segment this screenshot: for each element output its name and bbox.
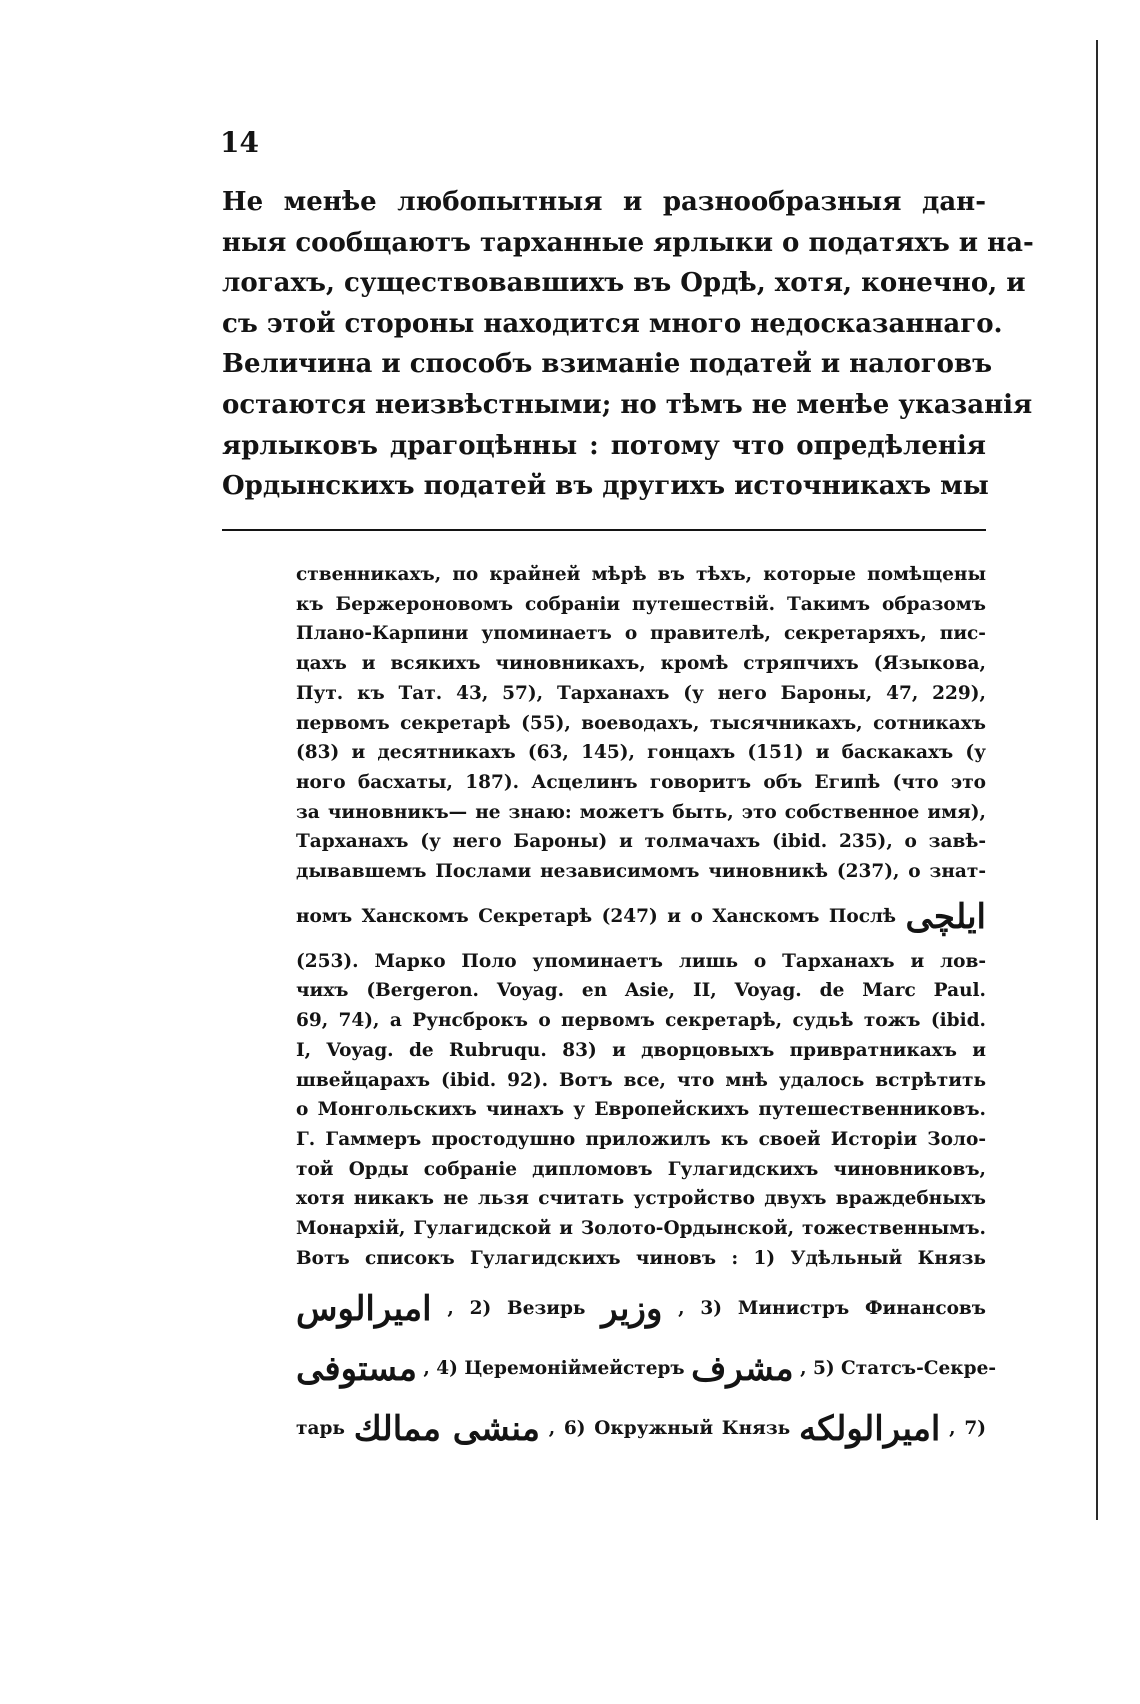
arabic-term-mustawfi: مستوفى (296, 1349, 417, 1390)
main-text-line: Ордынскихъ податей въ другихъ источникахъ мы (222, 471, 989, 502)
footnote-text-run: , 5) Статсъ-Секре- (800, 1358, 997, 1380)
footnote-line: (83) и десятникахъ (63, 145), гонцахъ (151) и баскакахъ (у (296, 742, 986, 764)
footnote-text-run: , 3) Министръ Финансовъ (678, 1298, 986, 1320)
footnote-line-with-arabic (296, 1279, 986, 1339)
main-text-block (222, 182, 1034, 507)
footnote-line: чихъ (Bergeron. Voyag. en Asie, II, Voyag. de Marc Paul. (296, 980, 986, 1002)
footnote-text-run: , 6) Окружный Князь (548, 1418, 791, 1440)
footnote-line: Г. Гаммеръ простодушно приложилъ къ своей Исторіи Золо- (296, 1128, 986, 1150)
footnote-line: за чиновникъ— не знаю: можетъ быть, это собственное имя), (296, 801, 986, 823)
arabic-term-amir-ulus: اميرالوس (296, 1289, 432, 1330)
footnote-line: первомъ секретарѣ (55), воеводахъ, тысячникахъ, сотникахъ (296, 712, 986, 734)
footnote-line: I, Voyag. de Rubruqu. 83) и дворцовыхъ привратникахъ и (296, 1039, 986, 1061)
footnote-line: той Орды собраніе дипломовъ Гулагидскихъ чиновниковъ, (296, 1158, 986, 1180)
footnote-line: Монархій, Гулагидской и Золото-Ордынской, тожественнымъ. (296, 1218, 986, 1240)
footnote-line-with-arabic (296, 1339, 997, 1399)
footnote-separator-rule (222, 529, 986, 531)
arabic-term-mushrif: مشرف (691, 1349, 794, 1390)
footnote-line: (253). Марко Поло упоминаетъ лишь о Тарханахъ и лов- (296, 950, 986, 972)
footnote-text-run: номъ Ханскомъ Секретарѣ (247) и о Ханскомъ Послѣ (296, 905, 897, 927)
footnote-line: 69, 74), а Рунсброкъ о первомъ секретарѣ, судьѣ тожъ (ibid. (296, 1010, 986, 1032)
arabic-term-amir-ulka: اميرالولكه (798, 1409, 941, 1450)
footnote-block (296, 560, 997, 1459)
main-text-line: Не менѣе любопытныя и разнообразныя дан- (222, 187, 986, 217)
main-text-line: ныя сообщаютъ тарханные ярлыки о податяхъ и на- (222, 227, 1034, 258)
footnote-line: хотя никакъ не льзя считать устройство двухъ враждебныхъ (296, 1188, 986, 1210)
footnote-text-run: , 2) Везирь (447, 1298, 586, 1320)
main-text-line: съ этой стороны находится много недосказаннаго. (222, 308, 1003, 339)
arabic-term-munshi-mamalik: منشى ممالك (353, 1409, 540, 1450)
footnote-text-run: , 4) Церемоніймейстеръ (423, 1358, 685, 1380)
footnote-line: Пут. къ Тат. 43, 57), Тарханахъ (у него Бароны, 47, 229), (296, 682, 986, 704)
main-text-line: Величина и способъ взиманіе податей и налоговъ (222, 349, 993, 380)
arabic-term-ilchi: ايلچى (905, 896, 986, 937)
footnote-line: ственникахъ, по крайней мѣрѣ въ тѣхъ, которые помѣщены (296, 564, 986, 585)
footnote-line: ного басхаты, 187). Асцелинъ говоритъ объ Египѣ (что это (296, 771, 986, 793)
footnote-text-run: тарь (296, 1418, 345, 1440)
footnote-line: Тарханахъ (у него Бароны) и толмачахъ (ibid. 235), о завѣ- (296, 831, 986, 853)
footnote-line: дывавшемъ Послами независимомъ чиновникѣ (237), о знат- (296, 861, 986, 883)
footnote-line: о Монгольскихъ чинахъ у Европейскихъ путешественниковъ. (296, 1099, 986, 1121)
main-text-line: ярлыковъ драгоцѣнны : потому что опредѣленія (222, 430, 986, 461)
footnote-line: къ Бержероновомъ собраніи путешествій. Такимъ образомъ (296, 593, 986, 615)
main-text-line: остаются неизвѣстными; но тѣмъ не менѣе указанія (222, 389, 1033, 420)
footnote-line: цахъ и всякихъ чиновникахъ, кромѣ стряпчихъ (Языкова, (296, 653, 986, 675)
footnote-line: швейцарахъ (ibid. 92). Вотъ все, что мнѣ удалось встрѣтить (296, 1069, 986, 1091)
main-text-line: логахъ, существовавшихъ въ Ордѣ, хотя, конечно, и (222, 268, 1026, 299)
footnote-line: Вотъ списокъ Гулагидскихъ чиновъ : 1) Удѣльный Князь (296, 1247, 986, 1269)
footnote-text-run: , 7) (949, 1418, 986, 1440)
page-edge-line (1096, 40, 1098, 1520)
arabic-term-vazir: وزير (601, 1289, 663, 1330)
footnote-line-with-arabic (296, 887, 986, 947)
footnote-line: Плано-Карпини упоминаетъ о правителѣ, секретаряхъ, пис- (296, 623, 986, 645)
footnote-line-with-arabic (296, 1399, 986, 1459)
page-number: 14 (220, 126, 259, 159)
